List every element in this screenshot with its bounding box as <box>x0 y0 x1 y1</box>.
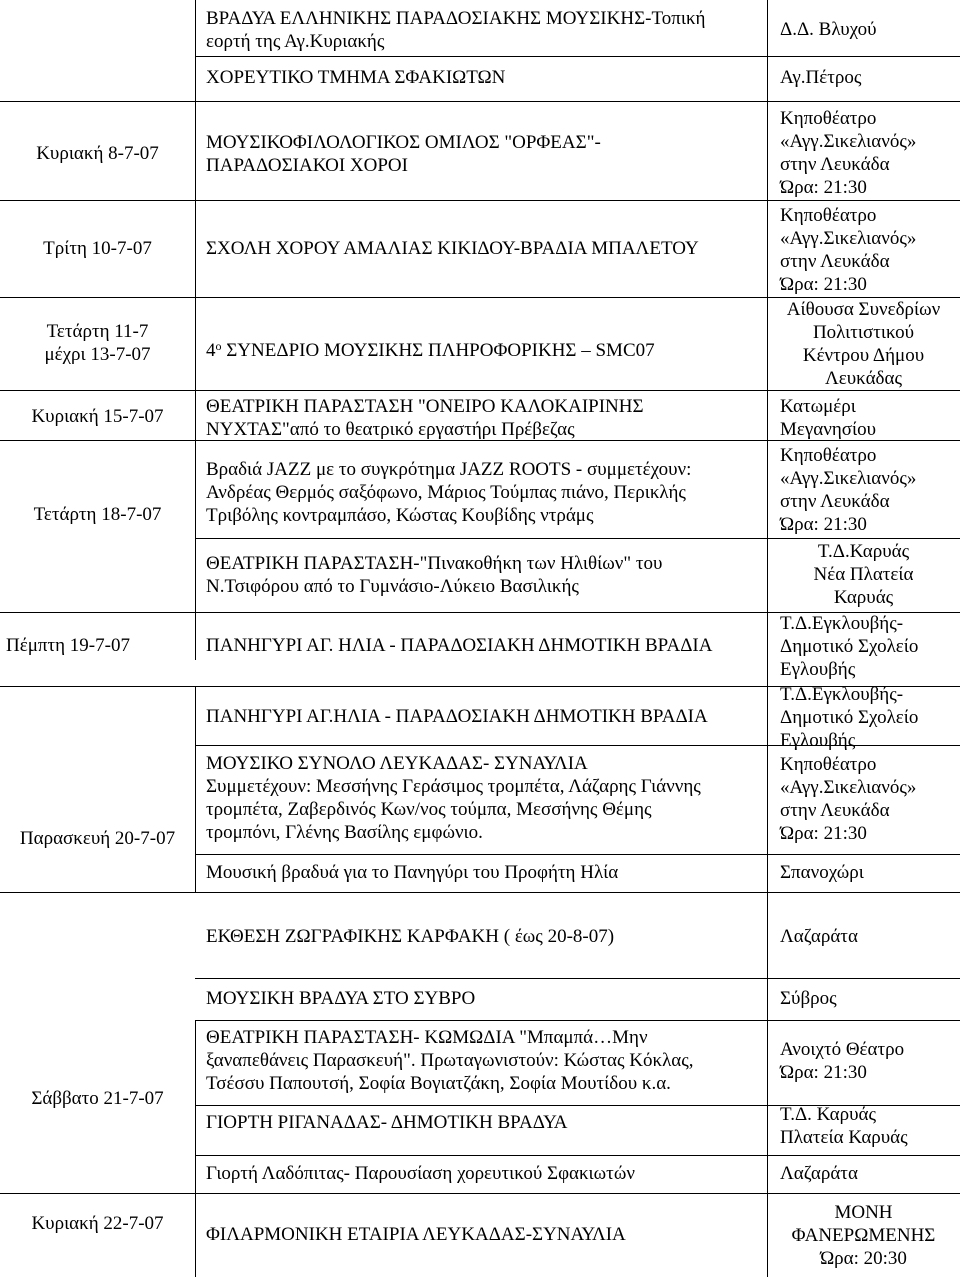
venue-text: Ώρα: 21:30 <box>780 1062 867 1083</box>
event-text: ΧΟΡΕΥΤΙΚΟ ΤΜΗΜΑ ΣΦΑΚΙΩΤΩΝ <box>206 67 506 88</box>
event-text: ΕΚΘΕΣΗ ΖΩΓΡΑΦΙΚΗΣ ΚΑΡΦΑΚΗ ( έως 20-8-07) <box>206 926 615 947</box>
event-text: ΦΙΛΑΡΜΟΝΙΚΗ ΕΤΑΙΡΙΑ ΛΕΥΚΑΔΑΣ-ΣΥΝΑΥΛΙΑ <box>206 1224 626 1245</box>
venue-text: στην Λευκάδα <box>780 251 890 272</box>
event-text: ΣΧΟΛΗ ΧΟΡΟΥ ΑΜΑΛΙΑΣ ΚΙΚΙΔΟΥ-ΒΡΑΔΙΑ ΜΠΑΛΕΤΟΥ <box>206 238 699 259</box>
event-text <box>206 340 655 363</box>
venue-text: Λαζαράτα <box>780 926 858 947</box>
venue-text: «Αγγ.Σικελιανός» <box>780 131 917 152</box>
venue-text: Ανοιχτό Θέατρο <box>780 1039 905 1060</box>
venue-text: Ώρα: 21:30 <box>780 274 867 295</box>
row-divider <box>195 538 960 539</box>
venue-text: Ώρα: 21:30 <box>780 514 867 535</box>
col-divider-venue <box>767 0 768 1277</box>
venue-text: Ώρα: 20:30 <box>820 1248 907 1269</box>
event-text: ΘΕΑΤΡΙΚΗ ΠΑΡΑΣΤΑΣΗ-"Πινακοθήκη των Ηλιθίων" του <box>206 553 663 574</box>
event-text: τρομπόνι, Γλένης Βασίλης εμφώνιο. <box>206 822 483 843</box>
venue-text: ΜΟΝΗ <box>834 1202 893 1223</box>
row-divider <box>195 56 960 57</box>
venue-text: Εγλουβής <box>780 659 856 680</box>
col-divider-date <box>195 0 196 660</box>
event-text: ΜΟΥΣΙΚΟΦΙΛΟΛΟΓΙΚΟΣ ΟΜΙΛΟΣ "ΟΡΦΕΑΣ"- <box>206 132 601 153</box>
event-text: εορτή της Αγ.Κυριακής <box>206 31 385 52</box>
date-cell: Πέμπτη 19-7-07 <box>6 635 130 656</box>
venue-text: Τ.Δ. Καρυάς <box>780 1104 877 1125</box>
venue-text: Δ.Δ. Βλυχού <box>780 19 877 40</box>
event-text: ΠΑΡΑΔΟΣΙΑΚΟΙ ΧΟΡΟΙ <box>206 155 408 176</box>
row-divider <box>0 892 960 893</box>
event-text: Βραδιά JAZZ με το συγκρότημα JAZZ ROOTS - συμμετέχουν: <box>206 459 692 480</box>
venue-text: Λαζαράτα <box>780 1163 858 1184</box>
date-cell: Τετάρτη 11-7 <box>46 321 149 342</box>
venue-text: Τ.Δ.Εγκλουβής- <box>780 684 904 705</box>
event-text: ΘΕΑΤΡΙΚΗ ΠΑΡΑΣΤΑΣΗ- ΚΩΜΩΔΙΑ "Μπαμπά…Μην <box>206 1027 648 1048</box>
venue-text: Δημοτικό Σχολείο <box>780 707 919 728</box>
event-text: ΓΙΟΡΤΗ ΡΙΓΑΝΑΔΑΣ- ΔΗΜΟΤΙΚΗ ΒΡΑΔΥΑ <box>206 1112 568 1133</box>
venue-text: Κατωμέρι <box>780 396 856 417</box>
row-divider <box>195 1155 960 1156</box>
row-divider <box>0 101 960 102</box>
date-cell: Παρασκευή 20-7-07 <box>19 828 176 849</box>
venue-text: Κέντρου Δήμου <box>802 345 925 366</box>
venue-text: Ώρα: 21:30 <box>780 177 867 198</box>
venue-text: «Αγγ.Σικελιανός» <box>780 228 917 249</box>
date-cell: Κυριακή 22-7-07 <box>31 1213 164 1234</box>
event-text: Τσέσσυ Παπουτσή, Σοφία Βογιατζάκη, Σοφία Μουτίδου κ.α. <box>206 1073 671 1094</box>
date-cell: Τρίτη 10-7-07 <box>43 238 152 259</box>
venue-text: «Αγγ.Σικελιανός» <box>780 468 917 489</box>
venue-text: Κηποθέατρο <box>780 445 877 466</box>
venue-text: Σύβρος <box>780 988 837 1009</box>
venue-text: «Αγγ.Σικελιανός» <box>780 777 917 798</box>
event-text: ΜΟΥΣΙΚΗ ΒΡΑΔΥΑ ΣΤΟ ΣΥΒΡΟ <box>206 988 476 1009</box>
venue-text: Πολιτιστικού <box>812 322 915 343</box>
venue-text: Πλατεία Καρυάς <box>780 1127 908 1148</box>
col-divider-date <box>195 1020 196 1277</box>
venue-text: Τ.Δ.Εγκλουβής- <box>780 613 904 634</box>
event-text: ΘΕΑΤΡΙΚΗ ΠΑΡΑΣΤΑΣΗ "ΟΝΕΙΡΟ ΚΑΛΟΚΑΙΡΙΝΗΣ <box>206 396 644 417</box>
venue-text: Αγ.Πέτρος <box>780 67 862 88</box>
event-text: ΠΑΝΗΓΥΡΙ ΑΓ.ΗΛΙΑ - ΠΑΡΑΔΟΣΙΑΚΗ ΔΗΜΟΤΙΚΗ ΒΡΑΔΙΑ <box>206 706 708 727</box>
event-text: ΜΟΥΣΙΚΟ ΣΥΝΟΛΟ ΛΕΥΚΑΔΑΣ- ΣΥΝΑΥΛΙΑ <box>206 753 588 774</box>
venue-text: Δημοτικό Σχολείο <box>780 636 919 657</box>
venue-text: Κηποθέατρο <box>780 205 877 226</box>
row-divider <box>195 978 960 979</box>
ordinal-suffix: ο <box>215 339 222 353</box>
date-cell: Κυριακή 15-7-07 <box>31 406 164 427</box>
event-text: Συμμετέχουν: Μεσσήνης Γεράσιμος τρομπέτα, Λάζαρης Γιάννης <box>206 776 701 797</box>
event-text: ΒΡΑΔΥΑ ΕΛΛΗΝΙΚΗΣ ΠΑΡΑΔΟΣΙΑΚΗΣ ΜΟΥΣΙΚΗΣ-Τοπική <box>206 8 706 29</box>
venue-text: Μεγανησίου <box>780 419 877 440</box>
event-text: Μουσική βραδυά για το Πανηγύρι του Προφήτη Ηλία <box>206 862 619 883</box>
row-divider <box>0 1193 960 1194</box>
venue-text: Τ.Δ.Καρυάς <box>817 541 910 562</box>
row-divider <box>195 854 960 855</box>
venue-text: Κηποθέατρο <box>780 754 877 775</box>
event-title: ΣΥΝΕΔΡΙΟ ΜΟΥΣΙΚΗΣ ΠΛΗΡΟΦΟΡΙΚΗΣ – SMC07 <box>221 340 655 361</box>
date-cell: Σάββατο 21-7-07 <box>31 1088 164 1109</box>
venue-text: Ώρα: 21:30 <box>780 823 867 844</box>
event-text: Γιορτή Λαδόπιτας- Παρουσίαση χορευτικού Σφακιωτών <box>206 1163 635 1184</box>
venue-text: Καρυάς <box>833 587 894 608</box>
venue-text: Λευκάδας <box>825 368 902 389</box>
venue-text: Αίθουσα Συνεδρίων <box>786 299 941 320</box>
row-divider <box>195 1020 960 1021</box>
event-text: ΠΑΝΗΓΥΡΙ ΑΓ. ΗΛΙΑ - ΠΑΡΑΔΟΣΙΑΚΗ ΔΗΜΟΤΙΚΗ ΒΡΑΔΙΑ <box>206 635 713 656</box>
date-cell: Τετάρτη 18-7-07 <box>33 504 162 525</box>
venue-text: Κηποθέατρο <box>780 108 877 129</box>
event-text: ξαναπεθάνεις Παρασκευή". Πρωταγωνιστούν: Κώστας Κόκλας, <box>206 1050 694 1071</box>
venue-text: Νέα Πλατεία <box>813 564 914 585</box>
venue-text: στην Λευκάδα <box>780 154 890 175</box>
row-divider <box>0 390 960 391</box>
event-text: Τριβόλης κοντραμπάσο, Κώστας Κουβίδης ντράμς <box>206 505 594 526</box>
venue-text: ΦΑΝΕΡΩΜΕΝΗΣ <box>791 1225 936 1246</box>
venue-text: στην Λευκάδα <box>780 800 890 821</box>
venue-text: στην Λευκάδα <box>780 491 890 512</box>
ordinal-number: 4 <box>206 340 216 361</box>
date-cell: Κυριακή 8-7-07 <box>36 143 159 164</box>
date-cell: μέχρι 13-7-07 <box>44 344 151 365</box>
event-text: Ν.Τσιφόρου από το Γυμνάσιο-Λύκειο Βασιλικής <box>206 576 579 597</box>
event-text: τρομπέτα, Ζαβερδινός Κων/νος τούμπα, Μεσσήνης Θέμης <box>206 799 652 820</box>
event-text: Ανδρέας Θερμός σαξόφωνο, Μάριος Τούμπας πιάνο, Περικλής <box>206 482 686 503</box>
row-divider <box>0 200 960 201</box>
venue-text: Σπανοχώρι <box>780 862 864 883</box>
event-text: ΝΥΧΤΑΣ"από το θεατρικό εργαστήρι Πρέβεζας <box>206 419 575 440</box>
col-divider-date <box>195 686 196 892</box>
venue-text: Εγλουβής <box>780 730 856 751</box>
row-divider <box>0 297 960 298</box>
